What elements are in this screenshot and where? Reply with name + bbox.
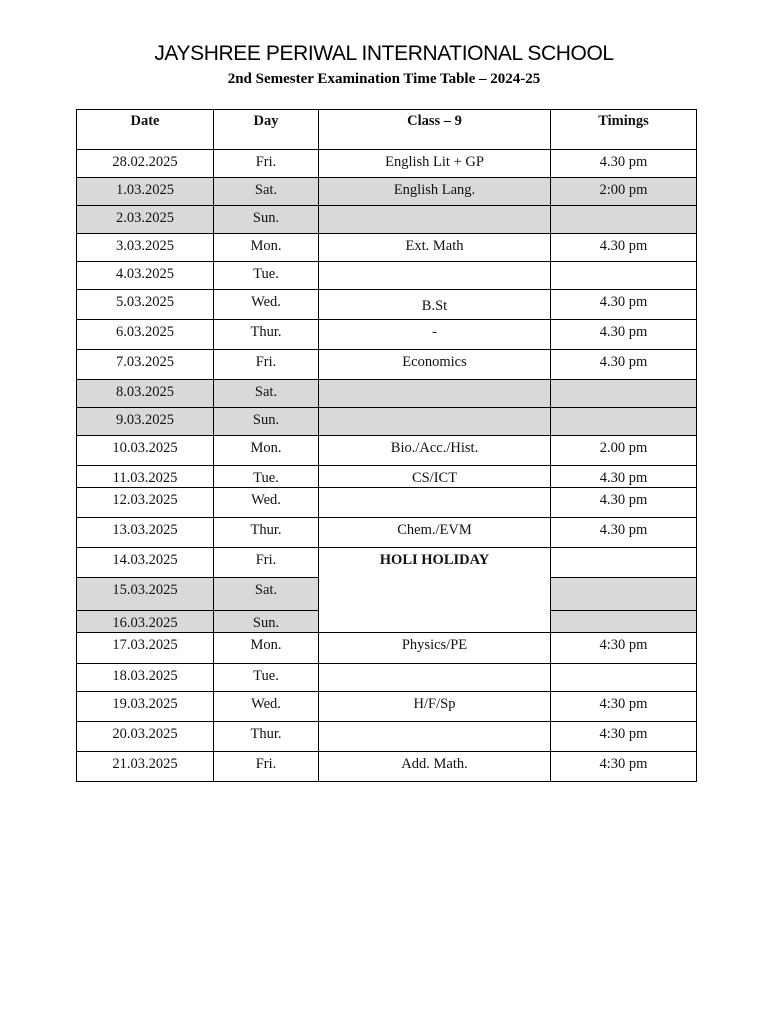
exam-timetable <box>76 109 697 782</box>
subject-cell: B.St <box>319 290 551 320</box>
timing-cell: 4.30 pm <box>551 150 697 178</box>
subject-cell <box>319 380 551 408</box>
date-cell: 12.03.2025 <box>77 488 214 518</box>
table-row <box>77 290 697 320</box>
day-cell: Sat. <box>214 578 319 611</box>
date-cell: 2.03.2025 <box>77 206 214 234</box>
date-cell: 18.03.2025 <box>77 664 214 692</box>
table-row <box>77 436 697 466</box>
timing-cell <box>551 206 697 234</box>
timing-cell <box>551 380 697 408</box>
timing-cell: 4:30 pm <box>551 752 697 782</box>
column-header-class: Class – 9 <box>319 110 551 150</box>
timing-cell <box>551 548 697 578</box>
timing-cell: 4.30 pm <box>551 320 697 350</box>
day-cell: Fri. <box>214 548 319 578</box>
subject-cell <box>319 206 551 234</box>
timing-cell: 4:30 pm <box>551 722 697 752</box>
school-name: JAYSHREE PERIWAL INTERNATIONAL SCHOOL <box>154 42 614 65</box>
subject-cell: Chem./EVM <box>319 518 551 548</box>
table-row <box>77 262 697 290</box>
date-cell: 15.03.2025 <box>77 578 214 611</box>
timing-cell: 4:30 pm <box>551 692 697 722</box>
timing-cell: 4.30 pm <box>551 466 697 488</box>
subject-cell: Ext. Math <box>319 234 551 262</box>
table-row <box>77 206 697 234</box>
table-row <box>77 234 697 262</box>
subject-cell <box>319 488 551 518</box>
subject-cell: Add. Math. <box>319 752 551 782</box>
date-cell: 16.03.2025 <box>77 611 214 633</box>
table-row <box>77 320 697 350</box>
table-row <box>77 548 697 578</box>
timing-cell: 2.00 pm <box>551 436 697 466</box>
date-cell: 19.03.2025 <box>77 692 214 722</box>
table-header-row <box>77 110 697 150</box>
day-cell: Sun. <box>214 611 319 633</box>
table-row <box>77 633 697 664</box>
table-row <box>77 518 697 548</box>
day-cell: Mon. <box>214 234 319 262</box>
table-row <box>77 408 697 436</box>
date-cell: 3.03.2025 <box>77 234 214 262</box>
date-cell: 28.02.2025 <box>77 150 214 178</box>
date-cell: 5.03.2025 <box>77 290 214 320</box>
day-cell: Thur. <box>214 722 319 752</box>
holi-holiday-cell: HOLI HOLIDAY <box>319 548 551 633</box>
date-cell: 21.03.2025 <box>77 752 214 782</box>
timing-cell <box>551 262 697 290</box>
day-cell: Tue. <box>214 664 319 692</box>
subject-cell: Bio./Acc./Hist. <box>319 436 551 466</box>
subject-cell: Economics <box>319 350 551 380</box>
table-row <box>77 466 697 488</box>
timing-cell: 4.30 pm <box>551 234 697 262</box>
date-cell: 7.03.2025 <box>77 350 214 380</box>
timing-cell: 4:30 pm <box>551 633 697 664</box>
table-row <box>77 752 697 782</box>
day-cell: Thur. <box>214 518 319 548</box>
table-row <box>77 380 697 408</box>
timing-cell: 2:00 pm <box>551 178 697 206</box>
subject-cell <box>319 408 551 436</box>
day-cell: Sun. <box>214 206 319 234</box>
day-cell: Fri. <box>214 752 319 782</box>
day-cell: Sat. <box>214 178 319 206</box>
table-row <box>77 488 697 518</box>
date-cell: 1.03.2025 <box>77 178 214 206</box>
timing-cell <box>551 408 697 436</box>
table-row <box>77 692 697 722</box>
timing-cell <box>551 578 697 611</box>
timing-cell: 4.30 pm <box>551 350 697 380</box>
date-cell: 11.03.2025 <box>77 466 214 488</box>
date-cell: 13.03.2025 <box>77 518 214 548</box>
table-row <box>77 350 697 380</box>
subject-cell: CS/ICT <box>319 466 551 488</box>
date-cell: 20.03.2025 <box>77 722 214 752</box>
table-row <box>77 150 697 178</box>
timing-cell: 4.30 pm <box>551 518 697 548</box>
table-row <box>77 664 697 692</box>
day-cell: Wed. <box>214 290 319 320</box>
day-cell: Mon. <box>214 436 319 466</box>
subject-cell: English Lang. <box>319 178 551 206</box>
column-header-timings: Timings <box>551 110 697 150</box>
timing-cell: 4.30 pm <box>551 290 697 320</box>
timing-cell <box>551 611 697 633</box>
date-cell: 6.03.2025 <box>77 320 214 350</box>
day-cell: Sat. <box>214 380 319 408</box>
subject-cell: English Lit + GP <box>319 150 551 178</box>
day-cell: Wed. <box>214 692 319 722</box>
subject-cell: H/F/Sp <box>319 692 551 722</box>
date-cell: 14.03.2025 <box>77 548 214 578</box>
day-cell: Thur. <box>214 320 319 350</box>
timing-cell: 4.30 pm <box>551 488 697 518</box>
day-cell: Mon. <box>214 633 319 664</box>
date-cell: 8.03.2025 <box>77 380 214 408</box>
column-header-date: Date <box>77 110 214 150</box>
day-cell: Tue. <box>214 466 319 488</box>
subject-cell: Physics/PE <box>319 633 551 664</box>
date-cell: 10.03.2025 <box>77 436 214 466</box>
table-row <box>77 722 697 752</box>
column-header-day: Day <box>214 110 319 150</box>
timing-cell <box>551 664 697 692</box>
day-cell: Tue. <box>214 262 319 290</box>
table-row <box>77 178 697 206</box>
date-cell: 17.03.2025 <box>77 633 214 664</box>
subject-cell <box>319 262 551 290</box>
day-cell: Fri. <box>214 150 319 178</box>
subject-cell <box>319 722 551 752</box>
subject-cell <box>319 664 551 692</box>
subject-cell: - <box>319 320 551 350</box>
day-cell: Sun. <box>214 408 319 436</box>
day-cell: Wed. <box>214 488 319 518</box>
day-cell: Fri. <box>214 350 319 380</box>
exam-subtitle: 2nd Semester Examination Time Table – 2024-25 <box>227 71 541 87</box>
date-cell: 4.03.2025 <box>77 262 214 290</box>
date-cell: 9.03.2025 <box>77 408 214 436</box>
